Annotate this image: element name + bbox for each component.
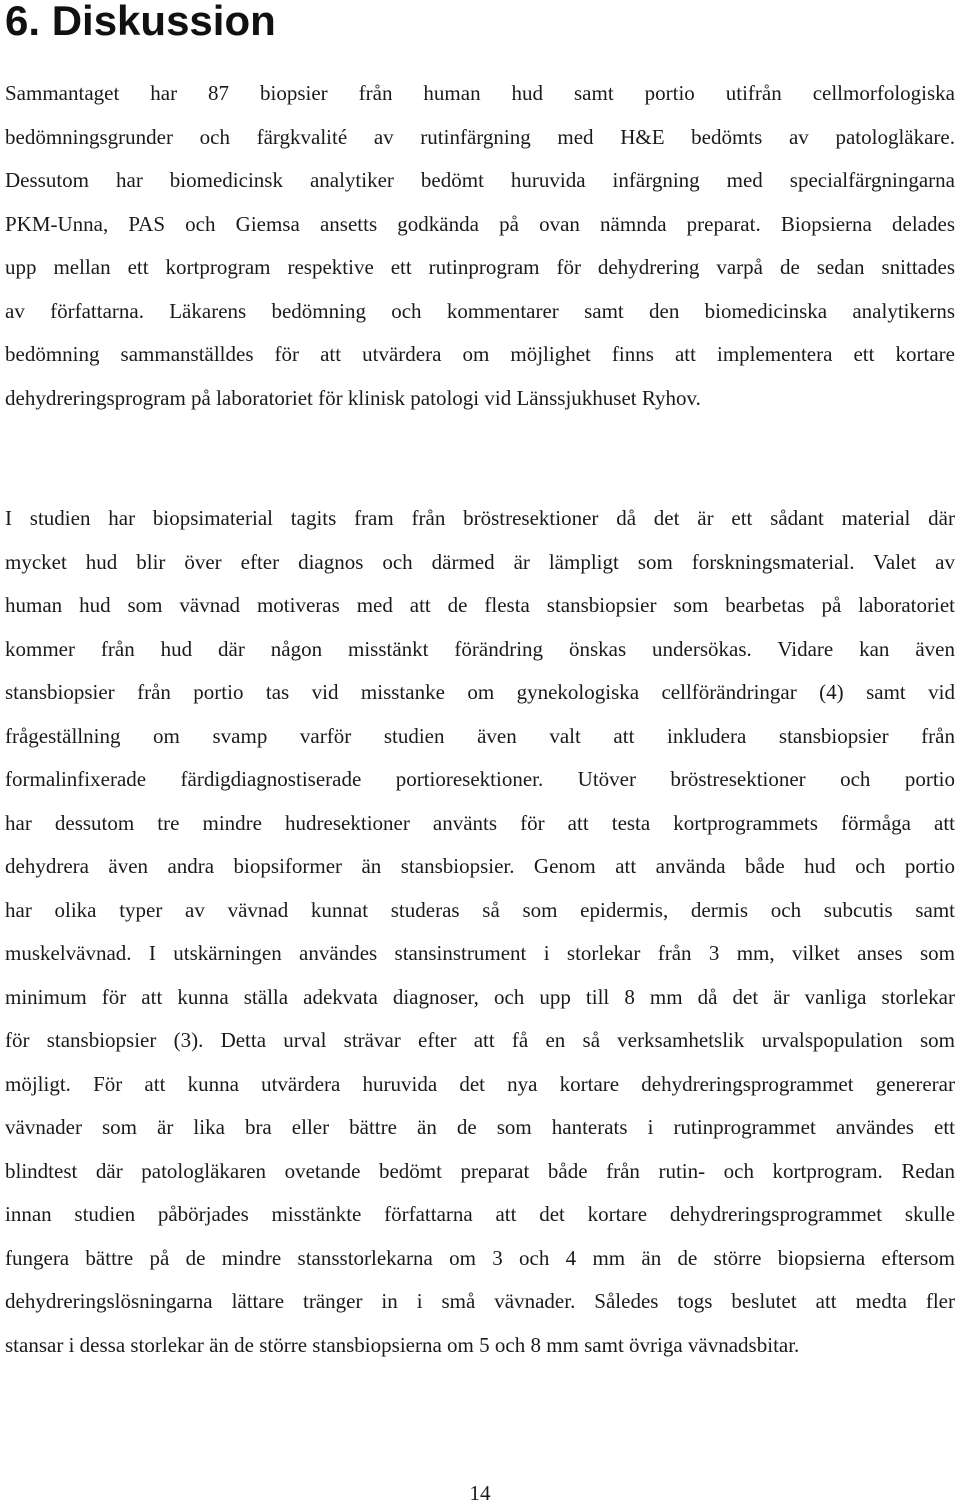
- text-line: dehydreringsprogram på laboratoriet för klinisk patologi vid Länssjukhuset Ryhov.: [5, 385, 701, 410]
- text-line: formalinfixerade färdigdiagnostiserade portioresektioner. Utöver bröstresektioner och portio: [5, 767, 955, 791]
- text-line: möjligt. För att kunna utvärdera huruvida det nya kortare dehydreringsprogrammet genererar: [5, 1071, 955, 1096]
- text-line: human hud som vävnad motiveras med att de flesta stansbiopsier som bearbetas på laboratoriet: [5, 593, 955, 617]
- text-line: Dessutom har biomedicinsk analytiker bedömt huruvida infärgning med specialfärgningarna: [5, 168, 955, 192]
- text-line: PKM-Unna, PAS och Giemsa ansetts godkända på ovan nämnda preparat. Biopsierna delades: [5, 211, 955, 236]
- text-line: för stansbiopsier (3). Detta urval strävar efter att få en så verksamhetslik urvalspopulation som: [5, 1028, 955, 1052]
- text-line: Sammantaget har 87 biopsier från human hud samt portio utifrån cellmorfologiska: [5, 81, 955, 105]
- text-line: minimum för att kunna ställa adekvata diagnoser, och upp till 8 mm då det är vanliga storlekar: [5, 984, 955, 1009]
- text-line: dehydreringslösningarna lättare tränger in i små vävnader. Således togs beslutet att medta fler: [5, 1289, 955, 1313]
- text-line: I studien har biopsimaterial tagits fram från bröstresektioner då det är ett sådant material där: [5, 506, 955, 530]
- text-line: bedömning sammanställdes för att utvärdera om möjlighet finns att implementera ett kortare: [5, 342, 955, 366]
- text-line: bedömningsgrunder och färgkvalité av rutinfärgning med H&E bedömts av patologläkare.: [5, 124, 955, 149]
- text-line: innan studien påbörjades misstänkte författarna att det kortare dehydreringsprogrammet skulle: [5, 1202, 955, 1226]
- text-line: vävnader som är lika bra eller bättre än de som hanterats i rutinprogrammet användes ett: [5, 1115, 955, 1139]
- text-line: av författarna. Läkarens bedömning och kommentarer samt den biomedicinska analytikerns: [5, 298, 955, 323]
- text-line: har dessutom tre mindre hudresektioner använts för att testa kortprogrammets förmåga att: [5, 810, 955, 835]
- text-line: muskelvävnad. I utskärningen användes stansinstrument i storlekar från 3 mm, vilket anses som: [5, 941, 955, 965]
- page-number: 14: [469, 1481, 491, 1505]
- text-line: stansbiopsier från portio tas vid misstanke om gynekologiska cellförändringar (4) samt vid: [5, 680, 955, 704]
- paragraph-material: [5, 497, 955, 1367]
- text-line: mycket hud blir över efter diagnos och därmed är lämpligt som forskningsmaterial. Valet av: [5, 549, 955, 574]
- text-line: blindtest där patologläkaren ovetande bedömt preparat både från rutin- och kortprogram. Redan: [5, 1158, 955, 1183]
- text-line: frågeställning om svamp varför studien även valt att inkludera stansbiopsier från: [5, 723, 955, 748]
- text-line: har olika typer av vävnad kunnat studeras så som epidermis, dermis och subcutis samt: [5, 897, 955, 922]
- section-heading: 6. Diskussion: [5, 0, 276, 44]
- paragraph-summary: [5, 72, 955, 420]
- text-line: kommer från hud där någon misstänkt förändring önskas undersökas. Vidare kan även: [5, 636, 955, 661]
- text-line: stansar i dessa storlekar än de större stansbiopsierna om 5 och 8 mm samt övriga vävnadsbitar.: [5, 1332, 800, 1357]
- text-line: upp mellan ett kortprogram respektive ett rutinprogram för dehydrering varpå de sedan snittades: [5, 255, 955, 279]
- text-line: dehydrera även andra biopsiformer än stansbiopsier. Genom att använda både hud och portio: [5, 854, 955, 878]
- text-line: fungera bättre på de mindre stansstorlekarna om 3 och 4 mm än de större biopsierna eftersom: [5, 1245, 955, 1270]
